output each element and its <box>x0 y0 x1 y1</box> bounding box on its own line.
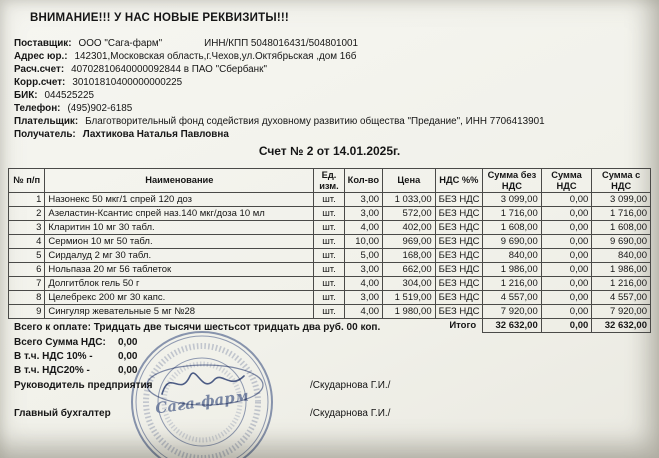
cell-qty: 4,00 <box>344 221 382 235</box>
cell-unit: шт. <box>314 277 344 291</box>
cell-vat: БЕЗ НДС <box>435 235 483 249</box>
cell-price: 969,00 <box>383 235 436 249</box>
table-row <box>9 235 651 249</box>
cell-vat-sum: 0,00 <box>541 263 592 277</box>
cell-vat-sum: 0,00 <box>541 277 592 291</box>
notice-header: ВНИМАНИЕ!!! У НАС НОВЫЕ РЕКВИЗИТЫ!!! <box>30 12 289 24</box>
col-vat: НДС %% <box>435 169 483 193</box>
table-row <box>9 305 651 319</box>
cell-unit: шт. <box>314 193 344 207</box>
cell-name: Сермион 10 мг 50 табл. <box>45 235 314 249</box>
cell-qty: 3,00 <box>344 193 382 207</box>
corr-account-label: Корр.счет: <box>14 77 66 88</box>
col-sum-no-vat: Сумма без НДС <box>483 169 542 193</box>
cell-unit: шт. <box>314 291 344 305</box>
supplier-line <box>14 37 651 50</box>
cell-name: Сингуляр жевательные 5 мг №28 <box>45 305 314 319</box>
account-line <box>14 63 651 76</box>
invoice-title: Счет № 2 от 14.01.2025г. <box>258 144 401 158</box>
vat20-line <box>14 365 137 376</box>
cell-total: 4 557,00 <box>592 291 651 305</box>
totals-sum: 32 632,00 <box>483 319 542 333</box>
cell-price: 1 519,00 <box>383 291 436 305</box>
cell-price: 1 033,00 <box>383 193 436 207</box>
phone-line <box>14 102 651 115</box>
phone-value: (495)902-6185 <box>67 103 133 114</box>
cell-qty: 3,00 <box>344 291 382 305</box>
director-line <box>14 380 651 391</box>
cell-num: 7 <box>9 277 45 291</box>
cell-vat: БЕЗ НДС <box>435 249 483 263</box>
cell-total: 3 099,00 <box>592 193 651 207</box>
vat10-value: 0,00 <box>118 351 138 362</box>
cell-sum: 1 986,00 <box>483 263 542 277</box>
totals-label: Итого <box>449 320 477 332</box>
vat-total-label: Всего Сумма НДС: <box>14 337 106 348</box>
cell-unit: шт. <box>314 235 344 249</box>
address-line <box>14 50 651 63</box>
col-qty: Кол-во <box>344 169 382 193</box>
table-row <box>9 221 651 235</box>
cell-name: Азеластин-Ксантис спрей наз.140 мкг/доза 10 мл <box>45 207 314 221</box>
cell-price: 1 980,00 <box>383 305 436 319</box>
cell-sum: 1 716,00 <box>483 207 542 221</box>
vat20-label: В т.ч. НДС20% - <box>14 365 90 376</box>
cell-price: 662,00 <box>383 263 436 277</box>
cell-num: 9 <box>9 305 45 319</box>
bik-value: 044525225 <box>44 90 94 101</box>
cell-unit: шт. <box>314 207 344 221</box>
cell-qty: 3,00 <box>344 207 382 221</box>
corr-account-line <box>14 76 651 89</box>
cell-price: 168,00 <box>383 249 436 263</box>
cell-unit: шт. <box>314 305 344 319</box>
recipient-value: Лахтикова Наталья Павловна <box>82 129 229 140</box>
cell-unit: шт. <box>314 263 344 277</box>
account-value: 40702810640000092844 в ПАО "Сбербанк" <box>71 64 267 75</box>
cell-vat-sum: 0,00 <box>541 249 592 263</box>
cell-vat: БЕЗ НДС <box>435 277 483 291</box>
vat10-line <box>14 351 137 362</box>
cell-qty: 5,00 <box>344 249 382 263</box>
cell-price: 304,00 <box>383 277 436 291</box>
table-row <box>9 263 651 277</box>
amount-in-words-label: Всего к оплате: <box>14 322 91 333</box>
cell-total: 1 608,00 <box>592 221 651 235</box>
cell-vat: БЕЗ НДС <box>435 305 483 319</box>
cell-price: 572,00 <box>383 207 436 221</box>
cell-sum: 7 920,00 <box>483 305 542 319</box>
accountant-signature-name: /Скударнова Г.И./ <box>310 408 391 419</box>
bik-line <box>14 89 651 102</box>
cell-sum: 3 099,00 <box>483 193 542 207</box>
totals-vat-sum: 0,00 <box>541 319 592 333</box>
table-header-row <box>9 169 651 193</box>
cell-vat-sum: 0,00 <box>541 193 592 207</box>
supplier-value: ООО "Сага-фарм" <box>78 38 163 49</box>
table-row <box>9 277 651 291</box>
cell-name: Кларитин 10 мг 30 табл. <box>45 221 314 235</box>
cell-sum: 1 216,00 <box>483 277 542 291</box>
cell-qty: 10,00 <box>344 235 382 249</box>
col-num: № п/п <box>9 169 45 193</box>
cell-sum: 840,00 <box>483 249 542 263</box>
cell-total: 1 716,00 <box>592 207 651 221</box>
cell-price: 402,00 <box>383 221 436 235</box>
cell-name: Целебрекс 200 мг 30 капс. <box>45 291 314 305</box>
phone-label: Телефон: <box>14 103 61 114</box>
cell-num: 6 <box>9 263 45 277</box>
table-row <box>9 249 651 263</box>
cell-vat-sum: 0,00 <box>541 305 592 319</box>
cell-vat-sum: 0,00 <box>541 207 592 221</box>
table-row <box>9 207 651 221</box>
table-row <box>9 291 651 305</box>
totals-total: 32 632,00 <box>592 319 651 333</box>
cell-name: Сирдалуд 2 мг 30 табл. <box>45 249 314 263</box>
col-price: Цена <box>383 169 436 193</box>
col-unit: Ед. изм. <box>314 169 344 193</box>
vat20-value: 0,00 <box>118 365 138 376</box>
payer-line <box>14 115 651 128</box>
cell-vat: БЕЗ НДС <box>435 263 483 277</box>
cell-vat-sum: 0,00 <box>541 221 592 235</box>
cell-qty: 3,00 <box>344 263 382 277</box>
vat-total-line <box>14 337 137 348</box>
cell-num: 1 <box>9 193 45 207</box>
cell-unit: шт. <box>314 249 344 263</box>
cell-vat: БЕЗ НДС <box>435 193 483 207</box>
col-vat-sum: Сумма НДС <box>541 169 592 193</box>
recipient-line <box>14 128 651 141</box>
cell-name: Долгитблок гель 50 г <box>45 277 314 291</box>
accountant-label: Главный бухгалтер <box>14 408 111 419</box>
supplier-inn-kpp: ИНН/КПП 5048016431/504801001 <box>204 38 359 49</box>
cell-num: 2 <box>9 207 45 221</box>
cell-total: 840,00 <box>592 249 651 263</box>
cell-unit: шт. <box>314 221 344 235</box>
address-label: Адрес юр.: <box>14 51 68 62</box>
stamp-center-text: Сага-фарм <box>154 386 250 418</box>
cell-total: 1 986,00 <box>592 263 651 277</box>
cell-sum: 4 557,00 <box>483 291 542 305</box>
bik-label: БИК: <box>14 90 38 101</box>
items-table <box>8 168 651 333</box>
director-signature <box>140 360 270 410</box>
cell-sum: 9 690,00 <box>483 235 542 249</box>
cell-vat: БЕЗ НДС <box>435 221 483 235</box>
cell-vat: БЕЗ НДС <box>435 291 483 305</box>
amount-in-words-value: Тридцать две тысячи шестьсот тридцать два руб. 00 коп. <box>93 322 381 333</box>
cell-name: Нольпаза 20 мг 56 таблеток <box>45 263 314 277</box>
cell-vat: БЕЗ НДС <box>435 207 483 221</box>
address-value: 142301,Московская область,г.Чехов,ул.Октябрьская ,дом 16б <box>74 51 357 62</box>
cell-num: 5 <box>9 249 45 263</box>
requisites-block <box>14 37 651 141</box>
cell-total: 7 920,00 <box>592 305 651 319</box>
accountant-line <box>14 408 651 419</box>
cell-name: Назонекс 50 мкг/1 спрей 120 доз <box>45 193 314 207</box>
vat10-label: В т.ч. НДС 10% - <box>14 351 93 362</box>
cell-sum: 1 608,00 <box>483 221 542 235</box>
payer-label: Плательщик: <box>14 116 79 127</box>
col-sum-with-vat: Сумма с НДС <box>592 169 651 193</box>
cell-num: 3 <box>9 221 45 235</box>
cell-vat-sum: 0,00 <box>541 291 592 305</box>
cell-qty: 4,00 <box>344 305 382 319</box>
cell-num: 8 <box>9 291 45 305</box>
payer-value: Благотворительный фонд содействия духовному развитию общества "Предание", ИНН 7706413901 <box>85 116 545 127</box>
vat-total-value: 0,00 <box>118 337 138 348</box>
director-signature-name: /Скударнова Г.И./ <box>310 380 391 391</box>
recipient-label: Получатель: <box>14 129 76 140</box>
cell-vat-sum: 0,00 <box>541 235 592 249</box>
supplier-label: Поставщик: <box>14 38 72 49</box>
account-label: Расч.счет: <box>14 64 65 75</box>
cell-num: 4 <box>9 235 45 249</box>
cell-total: 9 690,00 <box>592 235 651 249</box>
table-row <box>9 193 651 207</box>
cell-qty: 4,00 <box>344 277 382 291</box>
col-name: Наименование <box>45 169 314 193</box>
corr-account-value: 30101810400000000225 <box>72 77 183 88</box>
cell-total: 1 216,00 <box>592 277 651 291</box>
director-label: Руководитель предприятия <box>14 380 153 391</box>
